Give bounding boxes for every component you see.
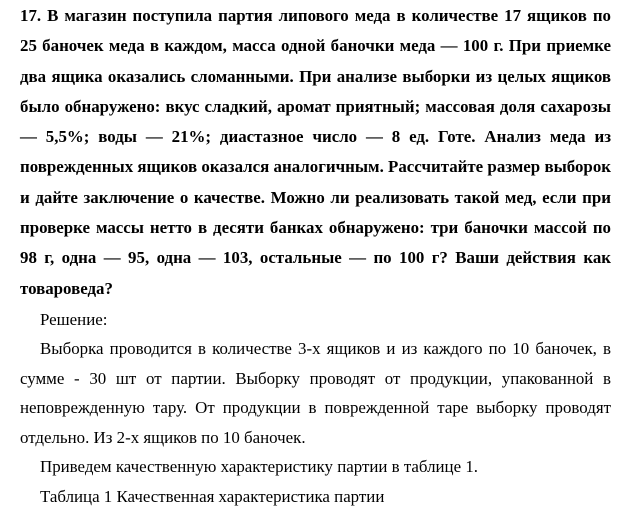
- problem-statement: 17. В магазин поступила партия липового меда в количестве 17 ящиков по 25 баночек меда в каждом, масса одной баночки меда — 100 г. При приемке два ящика оказались сломанными. При анализе выборки из целых ящиков было обнаружено: вкус сладкий, аромат приятный; массовая доля сахарозы — 5,5%; воды — 21%; диастазное число — 8 ед. Готе. Анализ меда из поврежденных ящиков оказался аналогичным. Рассчитайте размер выборок и дайте заключение о качестве. Можно ли реализовать такой мед, если при проверке массы нетто в десяти банках обнаружено: три баночки массой по 98 г, одна — 95, одна — 103, остальные — по 100 г? Ваши действия как товароведа?: [20, 6, 611, 298]
- solution-label: Решение:: [40, 309, 108, 329]
- table-caption: Таблица 1 Качественная характеристика партии: [40, 486, 385, 506]
- table-intro: Приведем качественную характеристику партии в таблице 1.: [40, 457, 478, 477]
- solution-paragraph: Выборка проводится в количестве 3-х ящиков и из каждого по 10 баночек, в сумме - 30 шт от партии. Выборку проводят от продукции, упакованной в неповрежденную тару. От продукции в поврежденной таре выборку проводят отдельно. Из 2-х ящиков по 10 баночек.: [20, 339, 611, 447]
